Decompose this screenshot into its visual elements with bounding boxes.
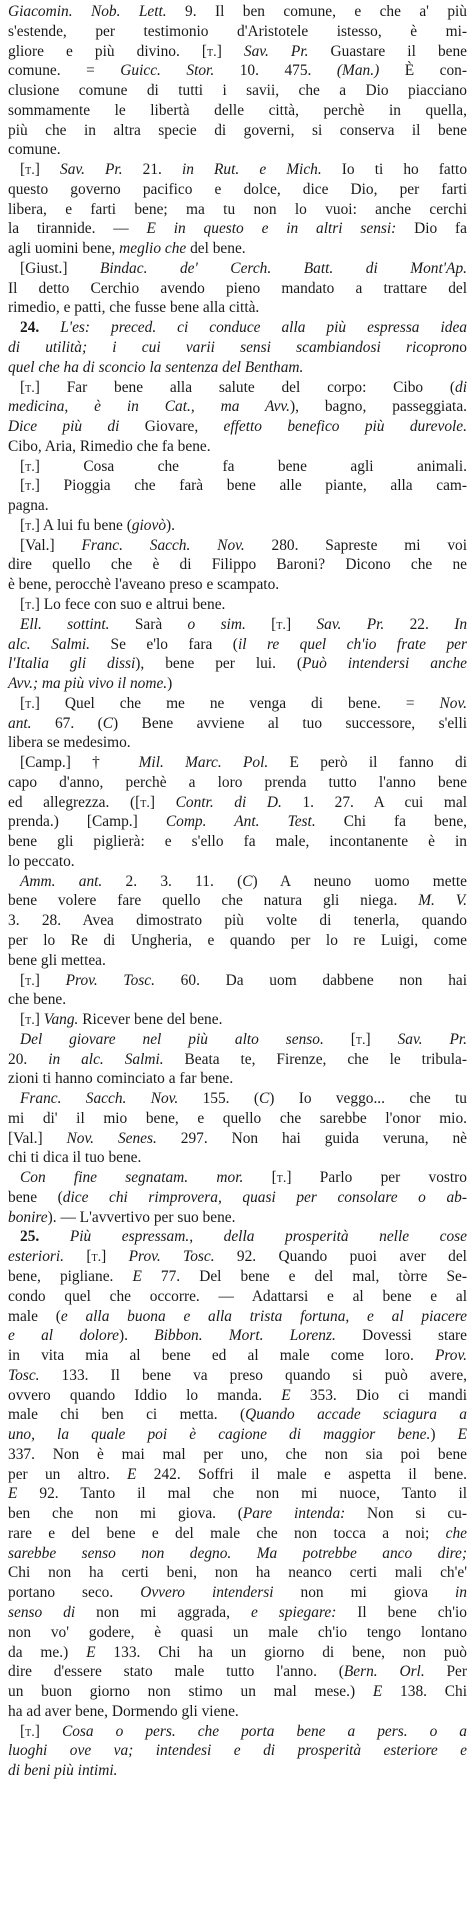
text-line: Franc. Sacch. Nov. 155. (C) Io veggo... che tu	[20, 1090, 468, 1108]
text-line: Avv.; ma più vivo il nome.)	[8, 675, 173, 693]
text-line: comune.	[8, 141, 61, 159]
text-line: [t.] Pioggia che farà bene alle piante, alla cam-	[20, 477, 467, 495]
text-line: male chi ben ci metta. (Quando accade sciagura a	[8, 1406, 467, 1424]
text-line: uno, la quale poi è cagione di maggior bene.) E	[8, 1426, 467, 1444]
text-line: s'estende, per testimonio d'Aristotele istesso, è mi-	[8, 22, 467, 40]
text-line: rimedio, e patti, che fusse bene alla città.	[8, 299, 260, 317]
text-line: Con fine segnatam. mor. [t.] Parlo per vostro	[20, 1169, 467, 1187]
text-line: Cibo, Aria, Rimedio che fa bene.	[8, 437, 211, 455]
text-line: Ell. sottint. Sarà o sim. [t.] Sav. Pr. 22. In	[20, 615, 468, 633]
text-line: Del giovare nel più alto senso. [t.] Sav. Pr.	[20, 1030, 467, 1048]
text-line: [t.] Lo fece con suo e altrui bene.	[20, 595, 226, 613]
text-line: luoghi ove va; intendesi e di prosperità esteriore e	[8, 1742, 467, 1760]
text-line: pagna.	[8, 497, 49, 515]
text-line: sarebbe senso non degno. Ma potrebbe anco dire;	[8, 1544, 467, 1562]
text-line: Chi non ha certi beni, non ha neanco certi mali ch'e'	[8, 1564, 467, 1582]
text-line: di utilità; i cui varii sensi scambiandosi ricoprono	[8, 339, 467, 357]
text-line: ovvero quando Iddio lo manda. E 353. Dio ci mandi	[8, 1386, 467, 1404]
text-line: ed allegrezza. ([t.] Contr. di D. 1. 27. A cui mal	[8, 793, 467, 811]
text-line: ant. 67. (C) Bene avviene al tuo successore, s'elli	[8, 714, 467, 732]
text-line: condo quel che occorre. — Adattarsi e al bene e al	[8, 1287, 467, 1305]
text-line: [Giust.] Bindac. de' Cerch. Batt. di Mont'Ap.	[20, 259, 467, 277]
text-line: per lo Re di Ungheria, e quando per lo re Luigi, come	[8, 931, 467, 949]
text-line: Dice più di Giovare, effetto benefico più durevole.	[8, 418, 467, 436]
text-line: per un altro. E 242. Soffri il male e aspetta il bene.	[8, 1465, 467, 1483]
text-line: l'Italia gli dissi), bene per lui. (Può intendersi anche	[8, 655, 467, 673]
text-line: bene, pigliane. E 77. Del bene e del mal, tòrre Se-	[8, 1268, 467, 1285]
text-line: di beni più intimi.	[8, 1762, 118, 1780]
text-line: mi di' il mio bene, e quello che sarebbe l'onor mio.	[8, 1109, 467, 1127]
text-line: ben che non mi giova. (Pare intenda: Non si cu-	[8, 1505, 468, 1523]
text-line: 337. Non è mai mal per uno, che non sia poi bene	[8, 1445, 467, 1463]
text-line: [t.] Vang. Ricever bene del bene.	[20, 1011, 223, 1029]
text-line: zioni ti hanno cominciato a far bene.	[8, 1070, 234, 1088]
text-line: [Camp.] † Mil. Marc. Pol. E però il fanno di	[20, 754, 467, 772]
text-line: E 92. Tanto il mal che non mi nuoce, Tanto il	[8, 1485, 467, 1503]
text-line: chi ti dica il tuo bene.	[8, 1149, 142, 1167]
text-line: bene volere fare quello che natura gli niega. M. V.	[8, 892, 468, 910]
text-line: bene gli mettea.	[8, 951, 106, 969]
text-line: sommamente le libertà delle città, perchè in quella,	[8, 101, 467, 119]
text-line: prenda.) [Camp.] Comp. Ant. Test. Chi fa bene,	[8, 813, 467, 831]
text-line: [t.] Prov. Tosc. 60. Da uom dabbene non hai	[20, 971, 467, 989]
text-line: che bene.	[8, 991, 67, 1009]
text-line: dire quello che è di Filippo Baroni? Dicono che ne	[8, 556, 467, 574]
text-line: bene (dice chi rimprovera, quasi per consolare o ab-	[8, 1188, 467, 1206]
text-line: capo d'anno, perchè a loro prenda tutto l'anno bene	[8, 773, 467, 791]
text-line: non vo' godere, è quasi un male ch'io tengo lontano	[8, 1623, 467, 1641]
text-line: 3. 28. Avea dimostrato più volte di tenerla, quando	[8, 912, 467, 930]
text-line: [t.] Far bene alla salute del corpo: Cibo (di	[20, 378, 467, 396]
text-line: Il detto Cerchio avendo pieno mandato a trattare del	[8, 279, 467, 297]
text-line: e al dolore). Bibbon. Mort. Lorenz. Dovessi stare	[8, 1327, 468, 1345]
text-line: [t.] Cosa o pers. che porta bene a pers. o a	[20, 1722, 467, 1740]
text-line: [Val.] Franc. Sacch. Nov. 280. Sapreste mi voi	[20, 536, 467, 554]
text-line: alc. Salmi. Se e'lo fara (il re quel ch'io frate per	[8, 635, 467, 653]
text-line: male (e alla buona e alla trista fortuna, e al piacere	[8, 1307, 467, 1325]
text-line: più che in altra specie di governi, si conserva il bene	[8, 121, 467, 139]
text-line: libera se medesimo.	[8, 734, 131, 752]
text-line: [t.] Quel che me ne venga di bene. = Nov.	[20, 694, 467, 712]
text-line: agli uomini bene, meglio che del bene.	[8, 240, 246, 258]
text-line: 24. L'es: preced. ci conduce alla più espressa idea	[20, 319, 467, 337]
text-line: la tirannide. — E in questo e in altri sensi: Dio fa	[8, 220, 467, 238]
text-line: bene gli piglierà: e s'ello fa male, incontanente è in	[8, 833, 467, 851]
text-line: un buon giorno non stimo un mal mese.) E 138. Chi	[8, 1683, 467, 1701]
text-line: è bene, perocchè l'aveano preso e scampato.	[8, 576, 280, 594]
text-line: ha ad aver bene, Dormendo gli viene.	[8, 1702, 239, 1720]
text-line: esteriori. [t.] Prov. Tosc. 92. Quando puoi aver del	[8, 1248, 467, 1266]
text-line: lo peccato.	[8, 852, 75, 870]
text-line: comune. = Guicc. Stor. 10. 475. (Man.) È con-	[8, 62, 467, 80]
text-line: quel che ha di sconcio la sentenza del Bentham.	[8, 358, 304, 376]
text-line: bonire). — L'avvertivo per suo bene.	[8, 1208, 236, 1226]
text-line: gliore e più divino. [t.] Sav. Pr. Guastare il bene	[8, 42, 467, 60]
text-line: libera, e farti bene; ma tu non lo vuoi: anche cerchi	[8, 200, 467, 218]
text-line: rare e del bene e del male che non tocca a noi; che	[8, 1524, 467, 1542]
text-line: portano seco. Ovvero intendersi non mi giova in	[8, 1584, 468, 1602]
text-line: 20. in alc. Salmi. Beata te, Firenze, che le tribula-	[8, 1050, 467, 1068]
text-line: medicina, è in Cat., ma Avv.), bagno, passeggiata.	[8, 398, 467, 416]
text-line: dire d'essere stato male tutto l'anno. (Bern. Orl. Per	[8, 1663, 467, 1681]
text-line: 25. Più espressam., della prosperità nelle cose	[20, 1228, 467, 1246]
text-line: Tosc. 133. Il bene va preso quando si può avere,	[8, 1366, 467, 1384]
text-line: [t.] Sav. Pr. 21. in Rut. e Mich. Io ti ho fatto	[20, 161, 468, 179]
text-line: [t.] A lui fu bene (giovò).	[20, 516, 176, 534]
text-line: Giacomin. Nob. Lett. 9. Il ben comune, e che a' più	[8, 3, 467, 20]
text-line: [t.] Cosa che fa bene agli animali.	[20, 457, 467, 475]
text-line: clusione comune di tutti i savii, che a Dio piacciano	[8, 82, 467, 100]
text-line: da me.) E 133. Chi ha un giorno di bene, non può	[8, 1643, 467, 1661]
text-line: questo governo pacifico e dolce, dice Dio, per farti	[8, 180, 467, 198]
text-line: Amm. ant. 2. 3. 11. (C) A neuno uomo mette	[20, 872, 467, 890]
text-line: senso di non mi aggrada, e spiegare: Il bene ch'io	[8, 1604, 467, 1622]
text-line: in vita mia al bene ed al male come loro. Prov.	[8, 1347, 467, 1365]
text-line: [Val.] Nov. Senes. 297. Non hai guida veruna, nè	[8, 1129, 467, 1147]
